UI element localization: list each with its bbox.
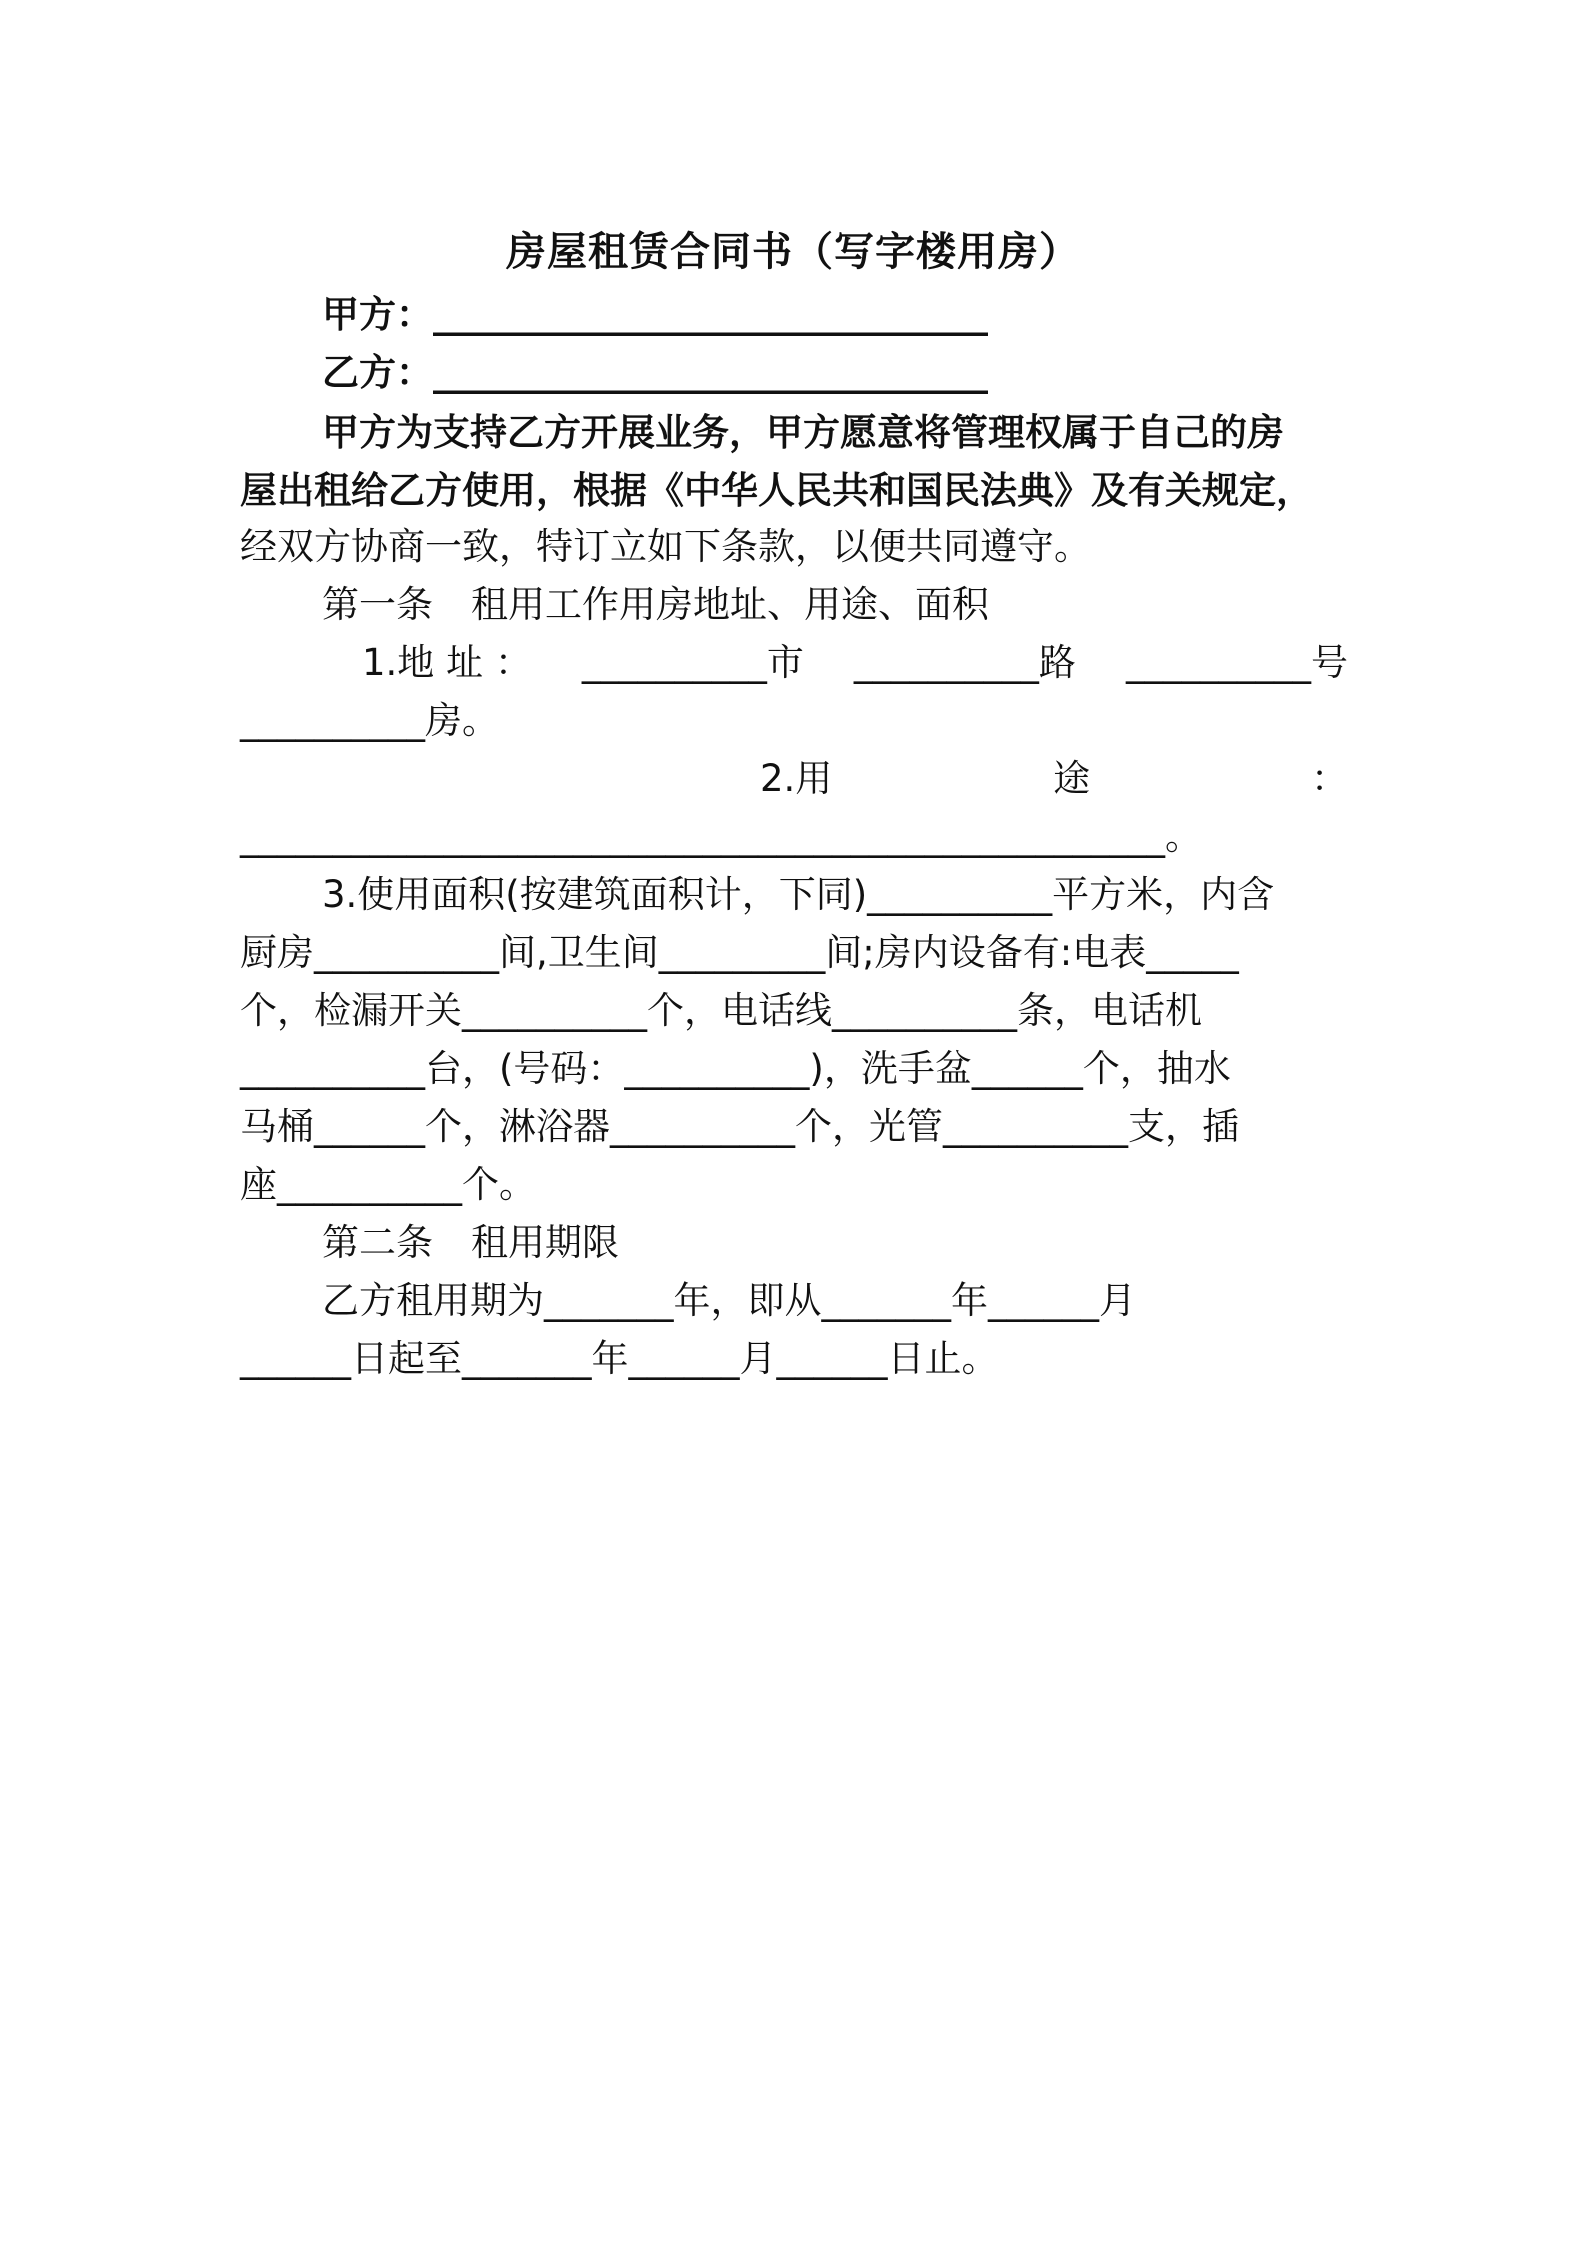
usage-line-2: __________________________________________________。 (240, 815, 1202, 858)
usage-line-1 (760, 754, 1348, 804)
article-1-title: 租用工作用房地址、用途、面积 (471, 583, 989, 626)
intro-line-3: 经双方协商一致，特订立如下条款，以便共同遵守。 (240, 525, 1091, 568)
article-2-heading (0, 1218, 1586, 1268)
party-a-line: 甲方：______________________________ (322, 293, 988, 336)
area-line-6: 座__________个。 (240, 1163, 536, 1206)
address-road: __________路 (853, 641, 1076, 684)
article-1-heading (0, 580, 1586, 630)
usage-colon: ： (1311, 757, 1348, 800)
intro-line-2: 屋出租给乙方使用，根据《中华人民共和国民法典》及有关规定， (240, 469, 1313, 512)
article-1-number: 第一条 (322, 583, 433, 626)
usage-label-2: 途 (1053, 757, 1091, 800)
party-b-line: 乙方：______________________________ (322, 351, 988, 394)
address-line-1 (362, 638, 1348, 688)
area-line-5: 马桶______个，淋浴器__________个，光管__________支，插 (240, 1105, 1239, 1148)
address-number: __________号 (1125, 641, 1348, 684)
usage-label: 2.用 (760, 757, 833, 800)
term-line-2: ______日起至_______年______月______日止。 (240, 1337, 999, 1380)
area-line-1: 3.使用面积(按建筑面积计，下同)__________平方米，内含 (322, 873, 1275, 916)
area-line-2: 厨房__________间,卫生间_________间;房内设备有:电表_____ (240, 931, 1239, 974)
area-line-3: 个，检漏开关__________个，电话线__________条，电话机 (240, 989, 1202, 1032)
term-line-1: 乙方租用期为_______年，即从_______年______月 (322, 1279, 1136, 1322)
address-line-2: __________房。 (240, 699, 499, 742)
address-city: __________市 (581, 641, 804, 684)
address-label: 1.地 址 ： (362, 641, 532, 684)
article-2-title: 租用期限 (471, 1221, 619, 1264)
article-2-number: 第二条 (322, 1221, 433, 1264)
document-title: 房屋租赁合同书（写字楼用房） (506, 229, 1080, 275)
area-line-4: __________台，(号码：__________)，洗手盆______个，抽水 (240, 1047, 1231, 1090)
intro-line-1: 甲方为支持乙方开展业务，甲方愿意将管理权属于自己的房 (322, 411, 1284, 454)
